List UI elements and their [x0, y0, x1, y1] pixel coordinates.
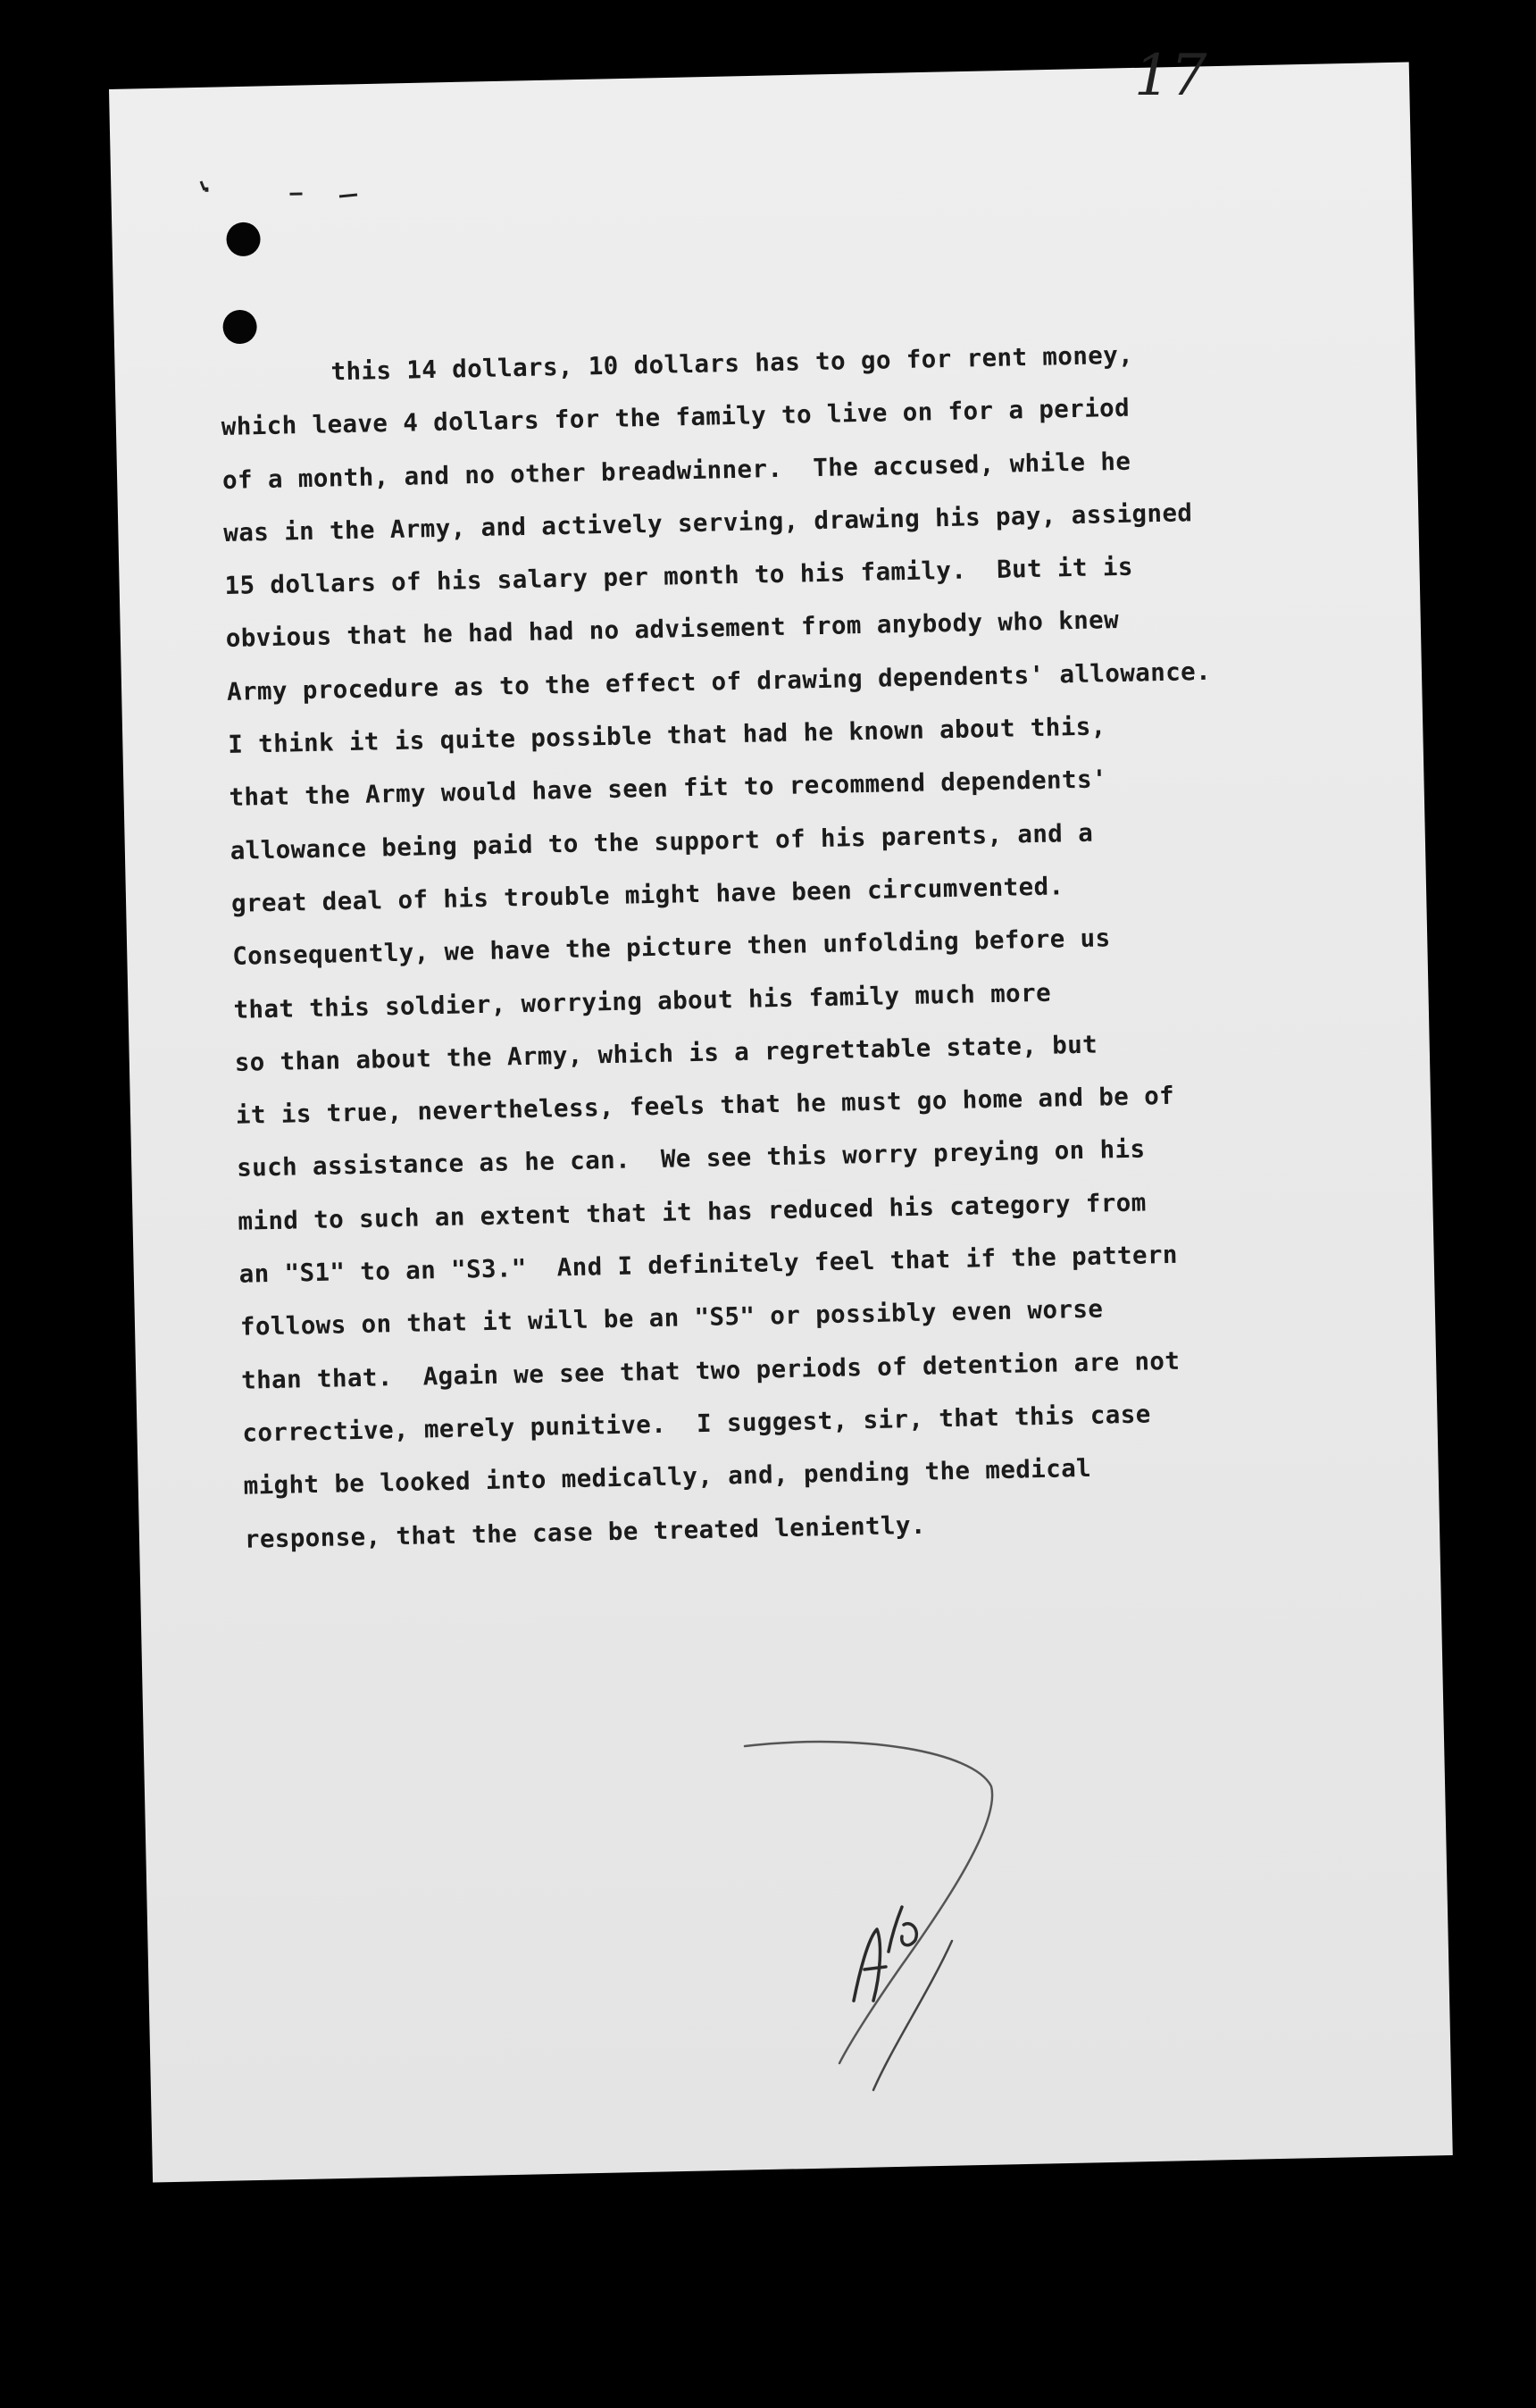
text-line: I think it is quite possible that had he known about this, — [227, 712, 1106, 759]
text-line: Army procedure as to the effect of drawing dependents' allowance. — [226, 656, 1212, 707]
text-line: corrective, merely punitive. I suggest, sir, that this case — [242, 1400, 1151, 1448]
text-line: an "S1" to an "S3." And I definitely feel that if the pattern — [238, 1240, 1179, 1289]
text-line: obvious that he had had no advisement from anybody who knew — [225, 606, 1120, 654]
page-number: 17 — [1134, 43, 1207, 109]
text-line: it is true, nevertheless, feels that he must go home and be of — [235, 1081, 1175, 1130]
text-line: 15 dollars of his salary per month to his family. But it is — [224, 552, 1134, 601]
text-line: that the Army would have seen fit to recommend dependents' — [229, 765, 1108, 813]
text-line: such assistance as he can. We see this worry preying on his — [236, 1134, 1146, 1183]
text-line: that this soldier, worrying about his family much more — [233, 978, 1052, 1024]
text-line: which leave 4 dollars for the family to live on for a period — [221, 393, 1131, 442]
text-line: follows on that it will be an "S5" or possibly even worse — [239, 1294, 1104, 1342]
text-line: great deal of his trouble might have been circumvented. — [230, 872, 1064, 918]
text-line: mind to such an extent that it has reduced his category from — [238, 1188, 1147, 1236]
text-line: allowance being paid to the support of his parents, and a — [230, 818, 1094, 865]
text-line: Consequently, we have the picture then unfolding before us — [231, 924, 1111, 972]
text-line: than that. Again we see that two periods of detention are not — [240, 1346, 1181, 1395]
text-line: of a month, and no other breadwinner. The accused, while he — [221, 447, 1131, 495]
text-line: response, that the case be treated leniently. — [244, 1510, 927, 1554]
text-line: was in the Army, and actively serving, drawing his pay, assigned — [222, 498, 1193, 548]
text-line: this 14 dollars, 10 dollars has to go for rent money, — [330, 340, 1134, 387]
text-line: might be looked into medically, and, pending the medical — [243, 1454, 1092, 1501]
text-line: so than about the Army, which is a regrettable state, but — [234, 1030, 1098, 1077]
